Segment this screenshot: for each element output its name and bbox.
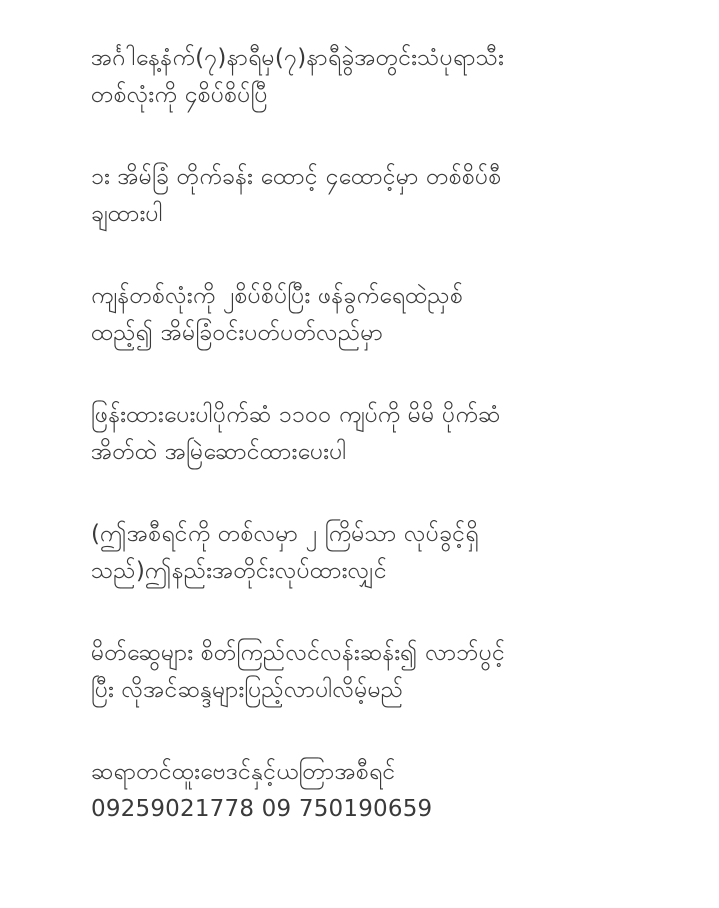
paragraph-1: အင်္ဂါနေ့နံက်(၇)နာရီမှ(၇)နာရီခွဲအတွင်းသံပုရာသီး တစ်လုံးကို ၄စိပ်စိပ်ပြီ: [91, 45, 505, 108]
document-body: [91, 40, 691, 828]
signature-block: [91, 754, 691, 828]
paragraph-5: (ဤအစီရင်ကို တစ်လမှာ ၂ ကြိမ်သာ လုပ်ခွင့်ရှိ သည်)ဤနည်းအတိုင်းလုပ်ထားလျှင်: [91, 521, 479, 584]
paragraph-6: မိတ်ဆွေများ စိတ်ကြည်လင်လန်းဆန်း၍ လာဘ်ပွင့် ပြီး လိုအင်ဆန္ဒများပြည့်လာပါလိမ့်မည်: [91, 640, 506, 703]
paragraph-3: ကျန်တစ်လုံးကို ၂စိပ်စိပ်ပြီး ဖန်ခွက်ရေထဲညှစ် ထည့်၍ အိမ်ခြံဝင်းပတ်ပတ်လည်မှာ: [91, 283, 464, 346]
paragraph-2: ၥး အိမ်ခြံ တိုက်ခန်း ထောင့် ၄ထောင့်မှာ တစ်စိပ်စီ ချထားပါ: [91, 164, 502, 227]
phone-numbers: 09259021778 09 750190659: [91, 796, 433, 822]
paragraph-4: ဖြန်းထားပေးပါပိုက်ဆံ ၁၁၀၀ ကျပ်ကို မိမိ ပိုက်ဆံ အိတ်ထဲ အမြဲဆောင်ထားပေးပါ: [91, 402, 501, 465]
author-line: ဆရာတင်ထူးဗေဒင်နှင့်ယတြာအစီရင်: [91, 759, 396, 785]
